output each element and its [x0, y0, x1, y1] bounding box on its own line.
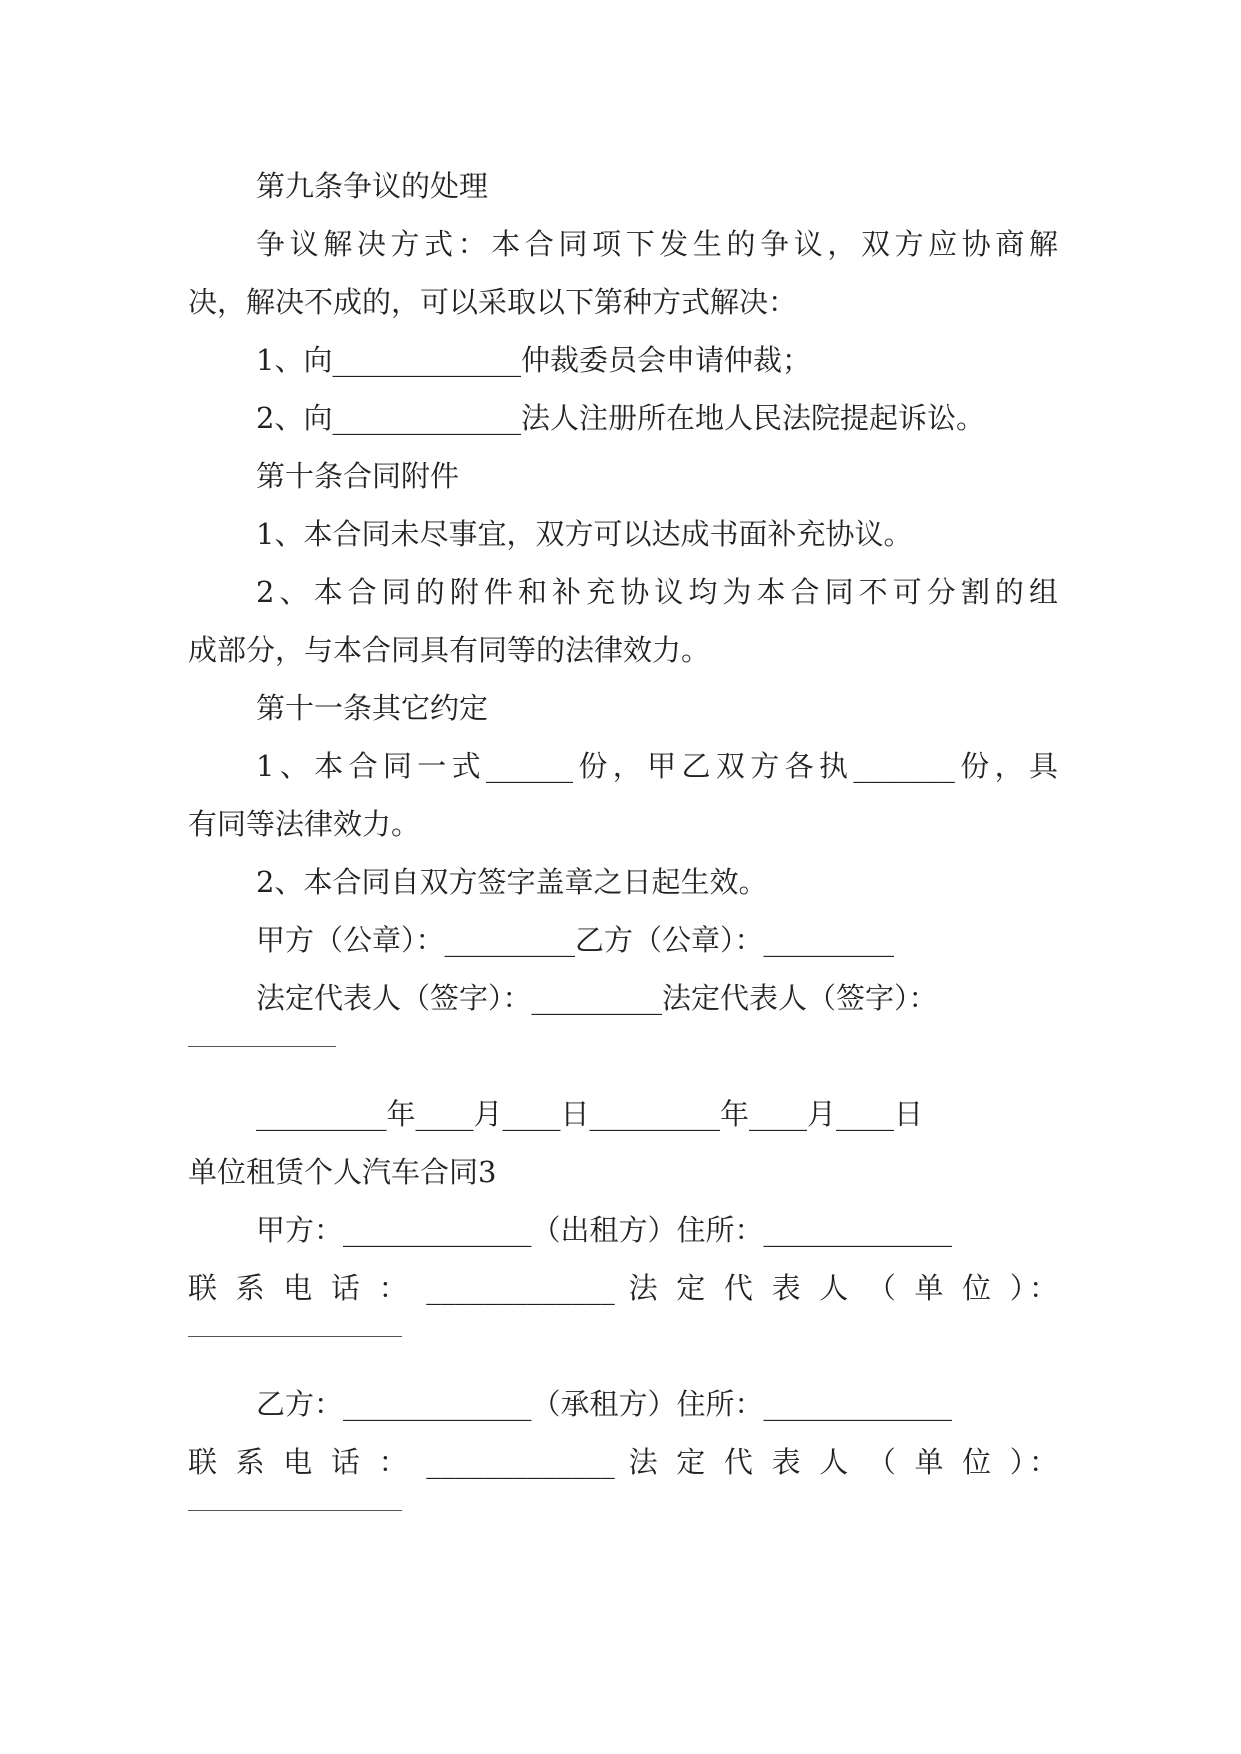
party-a-line: 甲方：_____________（出租方）住所：_____________ — [256, 1213, 953, 1247]
party-a-rep-blank-line — [188, 1336, 402, 1337]
party-seal-line: 甲方（公章）：_________乙方（公章）：_________ — [256, 923, 895, 957]
legal-rep-signature-line: 法定代表人（签字）：_________法定代表人（签字）： — [256, 981, 938, 1015]
party-a-contact-line: 联 系 电 话 ： _____________ 法 定 代 表 人 （ 单 位 ）： — [188, 1271, 1058, 1305]
supplement-clause-2-cont: 成部分，与本合同具有同等的法律效力。 — [188, 633, 711, 667]
date-line: _________年____月____日_________年____月____日 — [256, 1097, 924, 1131]
section-title: 单位租赁个人汽车合同3 — [188, 1155, 497, 1189]
party-b-contact-line: 联 系 电 话 ： _____________ 法 定 代 表 人 （ 单 位 ）： — [188, 1445, 1058, 1479]
supplement-clause-1: 1、本合同未尽事宜，双方可以达成书面补充协议。 — [256, 517, 913, 551]
supplement-clause-2: 2、本合同的附件和补充协议均为本合同不可分割的组 — [256, 575, 1058, 609]
signature-blank-line — [188, 1046, 336, 1047]
effective-clause: 2、本合同自双方签字盖章之日起生效。 — [256, 865, 768, 899]
litigation-clause: 2、向_____________法人注册所在地人民法院提起诉讼。 — [256, 401, 985, 435]
article-11-heading: 第十一条其它约定 — [256, 691, 489, 725]
copies-clause-cont: 有同等法律效力。 — [188, 807, 421, 841]
party-b-rep-blank-line — [188, 1510, 402, 1511]
arbitration-clause: 1、向_____________仲裁委员会申请仲裁； — [256, 343, 811, 377]
article-10-heading: 第十条合同附件 — [256, 459, 460, 493]
dispute-resolution-text-cont: 决，解决不成的，可以采取以下第种方式解决： — [188, 285, 798, 319]
article-9-heading: 第九条争议的处理 — [256, 169, 489, 203]
party-b-line: 乙方：_____________（承租方）住所：_____________ — [256, 1387, 953, 1421]
copies-clause: 1、本合同一式______份，甲乙双方各执_______份，具 — [256, 749, 1058, 783]
dispute-resolution-text: 争议解决方式：本合同项下发生的争议，双方应协商解 — [256, 227, 1058, 261]
